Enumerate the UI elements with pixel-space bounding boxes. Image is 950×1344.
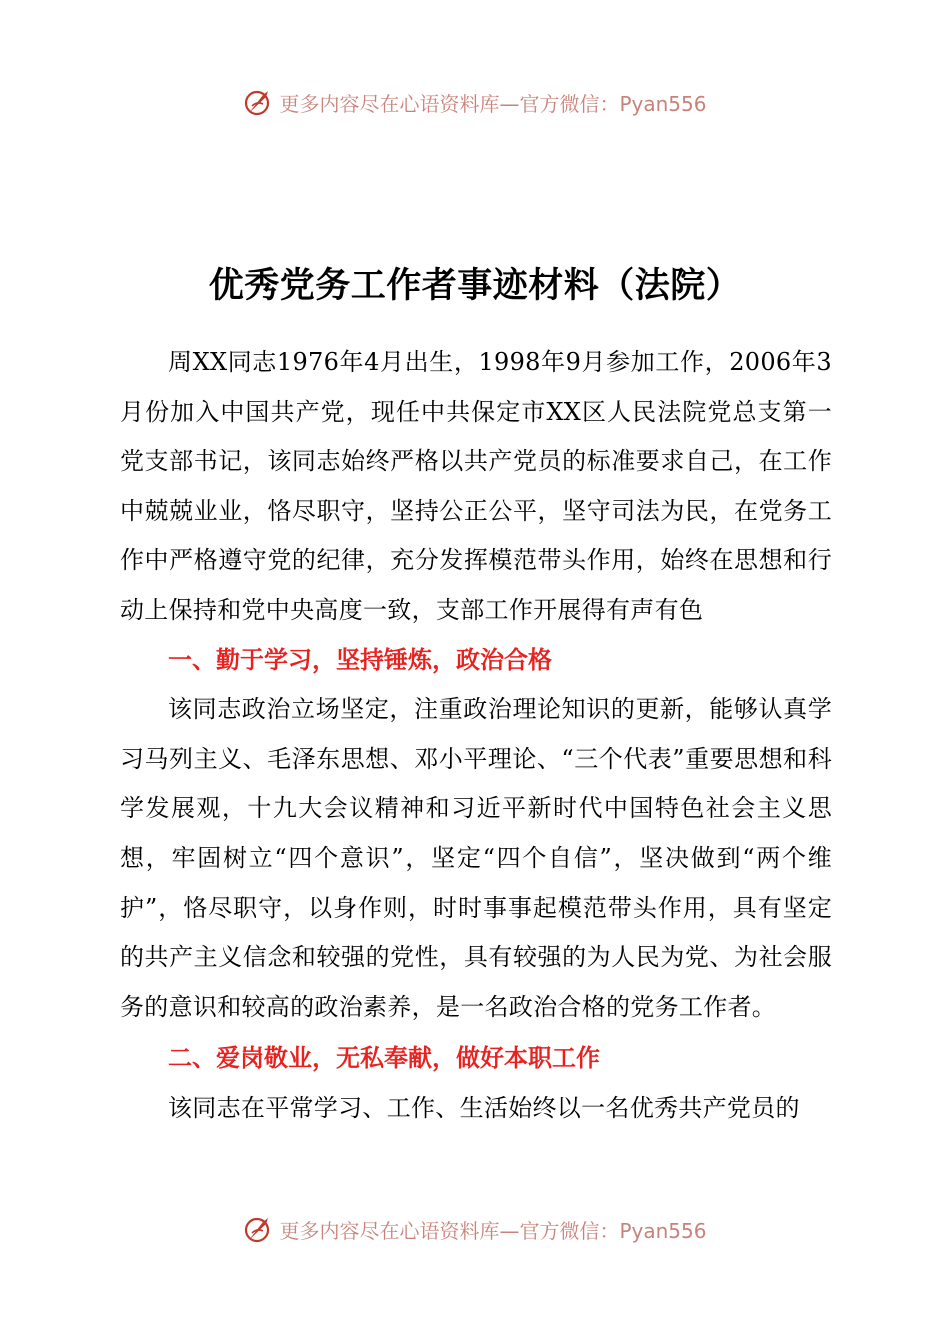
header-watermark [0,82,950,122]
intro-paragraph: 周XX同志1976年4月出生，1998年9月参加工作，2006年3月份加入中国共产党，现任中共保定市XX区人民法院党总支第一党支部书记，该同志始终严格以共产党员的标准要求自己，在工作中兢兢业业，恪尽职守，坚持公正公平，坚守司法为民，在党务工作中严格遵守党的纪律，充分发挥模范带头作用，始终在思想和行动上保持和党中央高度一致，支部工作开展得有声有色 [120,348,832,624]
section-2-heading: 二、爱岗敬业，无私奉献，做好本职工作 [168,1044,600,1073]
section-1-paragraph: 该同志政治立场坚定，注重政治理论知识的更新，能够认真学习马列主义、毛泽东思想、邓小平理论、“三个代表”重要思想和科学发展观，十九大会议精神和习近平新时代中国特色社会主义思想，牢固树立“四个意识”，坚定“四个自信”，坚决做到“两个维护”，恪尽职守，以身作则，时时事事起模范带头作用，具有坚定的共产主义信念和较强的党性，具有较强的为人民为党、为社会服务的意识和较高的政治素养，是一名政治合格的党务工作者。 [120,695,832,1021]
section-1-heading: 一、勤于学习，坚持锤炼，政治合格 [168,645,552,674]
document-title: 优秀党务工作者事迹材料（法院） [208,266,742,306]
pen-nib-circle-icon [243,1214,273,1244]
document-body [120,338,832,1134]
pen-nib-circle-icon [243,87,273,117]
footer-watermark [0,1209,950,1249]
watermark-text: 更多内容尽在心语资料库—官方微信：Pyan556 [279,91,707,116]
section-2-paragraph: 该同志在平常学习、工作、生活始终以一名优秀共产党员的 [168,1093,800,1122]
watermark-text: 更多内容尽在心语资料库—官方微信：Pyan556 [279,1218,707,1243]
